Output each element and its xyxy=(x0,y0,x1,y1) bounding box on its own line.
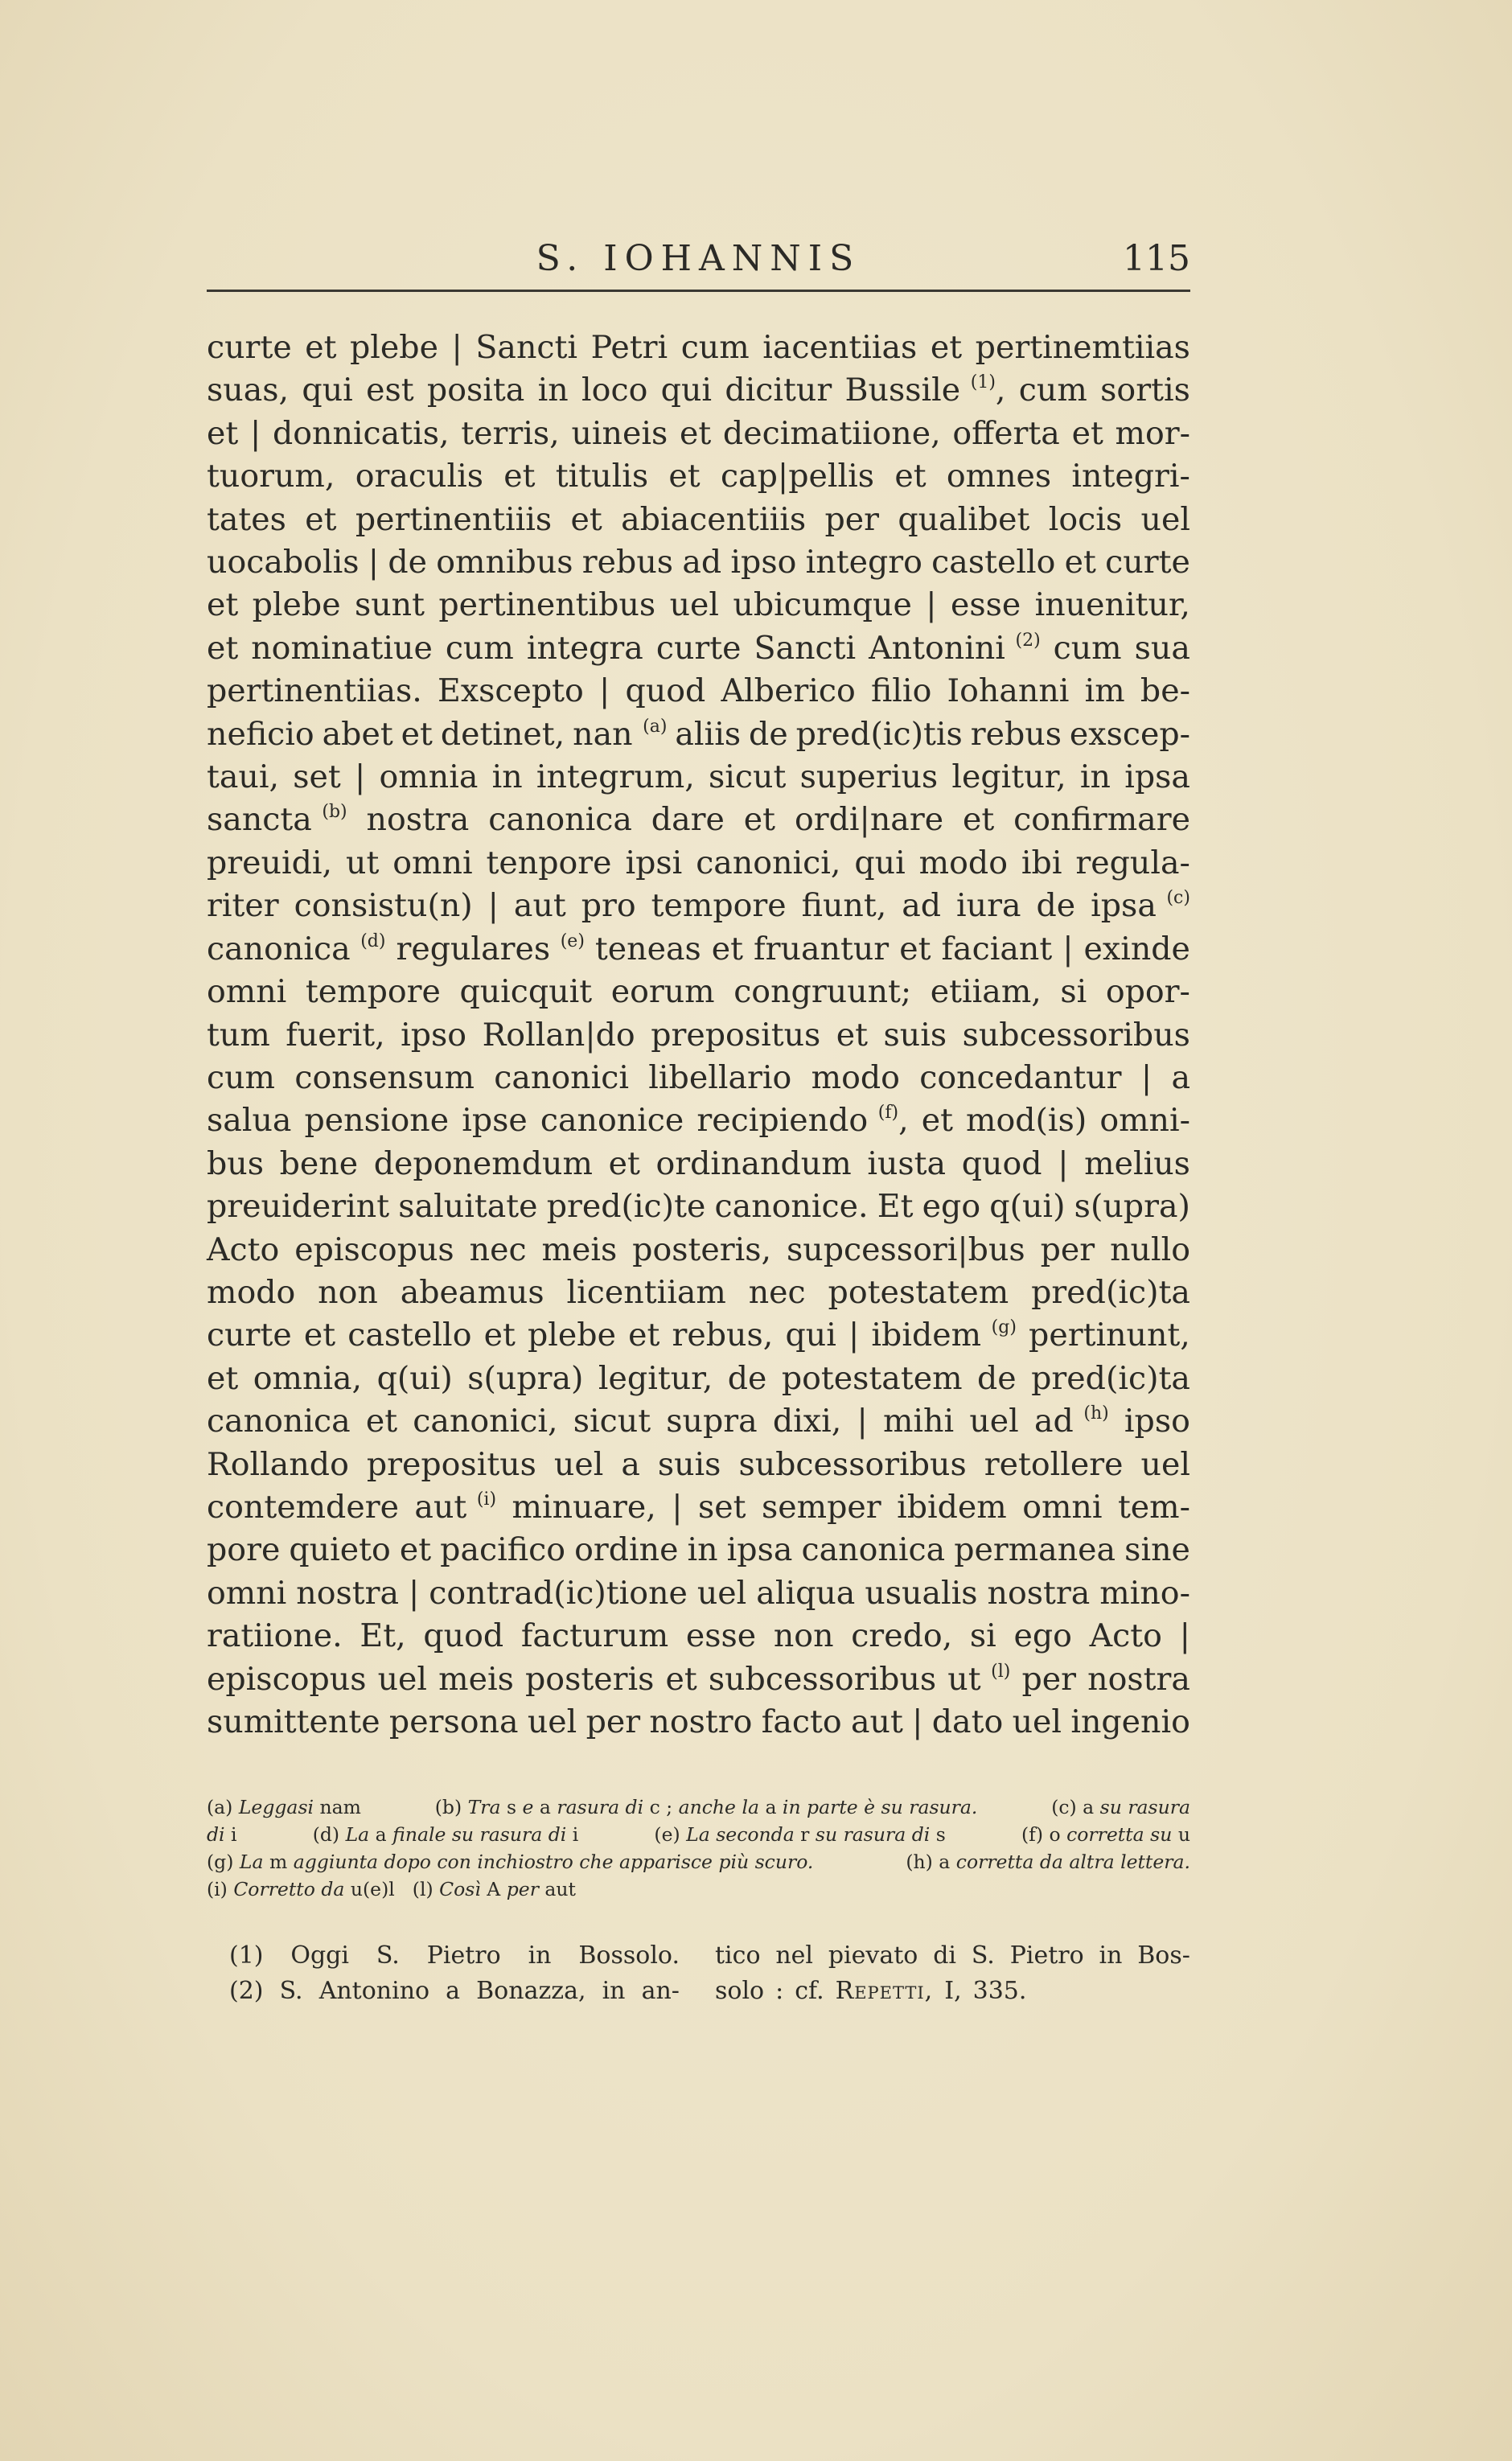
footnotes-left-column xyxy=(229,1938,680,2009)
text-line: omni nostra | contrad(ic)tione uel aliqua usualis nostra mino- xyxy=(207,1574,1190,1612)
text-line: tum fuerit, ipso Rollan|do prepositus et suis subcessoribus xyxy=(207,1016,1190,1054)
text-line: et nominatiue cum integra curte Sancti Antonini $^{(2)}$ cum sua xyxy=(207,629,1190,667)
running-title: S. IOHANNIS xyxy=(536,238,861,279)
text-line: uocabolis | de omnibus rebus ad ipso integro castello et curte xyxy=(207,544,1190,581)
footnote-line: (2) S. Antonino a Bonazza, in an- xyxy=(229,1977,680,2005)
header-rule xyxy=(207,290,1190,292)
text-line: ratiione. Et, quod facturum esse non credo, si ego Acto | xyxy=(207,1617,1190,1655)
apparatus-entry: (e) La seconda r su rasura di s xyxy=(654,1823,946,1846)
text-line: et plebe sunt pertinentibus uel ubicumque | esse inuenitur, xyxy=(207,586,1190,624)
text-line: riter consistu(n) | aut pro tempore fiunt, ad iura de ipsa $^{(c)}$ xyxy=(207,887,1190,925)
apparatus-entry: (d) La a finale su rasura di i xyxy=(312,1823,579,1846)
apparatus-entry: (a) Leggasi nam xyxy=(207,1796,361,1818)
text-line: contemdere aut $^{(i)}$ minuare, | set semper ibidem omni tem- xyxy=(207,1488,1190,1526)
apparatus-entry: (h) a corretta da altra lettera. xyxy=(906,1851,1190,1873)
footnote-line: (1) Oggi S. Pietro in Bossolo. xyxy=(229,1941,680,1970)
text-line: Acto episcopus nec meis posteris, supcessori|bus per nullo xyxy=(207,1230,1190,1268)
text-line: neficio abet et detinet, nan $^{(a)}$ aliis de pred(ic)tis rebus exscep- xyxy=(207,715,1190,753)
text-line: taui, set | omnia in integrum, sicut superius legitur, in ipsa xyxy=(207,758,1190,796)
apparatus-line xyxy=(207,1876,1190,1903)
text-line: sumittente persona uel per nostro facto aut | dato uel ingenio xyxy=(207,1703,1190,1740)
footnote-line: solo : cf. Repetti, I, 335. xyxy=(715,1977,1027,2005)
text-line: bus bene deponemdum et ordinandum iusta quod | melius xyxy=(207,1144,1190,1182)
apparatus-line xyxy=(207,1821,1190,1848)
critical-apparatus xyxy=(207,1793,1190,1903)
apparatus-entry: di i xyxy=(207,1823,237,1846)
page-number: 115 xyxy=(1123,238,1190,279)
text-line: sancta $^{(b)}$ nostra canonica dare et ordi|nare et confirmare xyxy=(207,801,1190,839)
page-header xyxy=(207,238,1190,285)
apparatus-entry: (f) o corretta su u xyxy=(1021,1823,1190,1846)
footnotes-right-column xyxy=(715,1938,1190,2009)
text-line: curte et plebe | Sancti Petri cum iacentiias et pertinemtiias xyxy=(207,329,1190,366)
text-line: preuidi, ut omni tenpore ipsi canonici, qui modo ibi regula- xyxy=(207,844,1190,881)
text-line: tates et pertinentiiis et abiacentiiis per qualibet locis uel xyxy=(207,500,1190,538)
text-line: omni tempore quicquit eorum congruunt; etiiam, si opor- xyxy=(207,973,1190,1011)
footnote-line: tico nel pievato di S. Pietro in Bos- xyxy=(715,1941,1190,1970)
text-line: et | donnicatis, terris, uineis et decimatiione, offerta et mor- xyxy=(207,414,1190,452)
text-line: pore quieto et pacifico ordine in ipsa canonica permanea sine xyxy=(207,1531,1190,1569)
apparatus-entry: (i) Corretto da u(e)l xyxy=(207,1878,395,1900)
text-line: modo non abeamus licentiiam nec potestatem pred(ic)ta xyxy=(207,1273,1190,1311)
apparatus-entry: (b) Tra s e a rasura di c ; anche la a in parte è su rasura. xyxy=(434,1796,978,1818)
apparatus-entry: (l) Così A per aut xyxy=(412,1878,576,1900)
text-line: et omnia, q(ui) s(upra) legitur, de potestatem de pred(ic)ta xyxy=(207,1359,1190,1397)
apparatus-entry: (g) La m aggiunta dopo con inchiostro che apparisce più scuro. xyxy=(207,1851,814,1873)
text-line: canonica $^{(d)}$ regulares $^{(e)}$ teneas et fruantur et faciant | exinde xyxy=(207,930,1190,968)
text-line: Rollando prepositus uel a suis subcessoribus retollere uel xyxy=(207,1445,1190,1483)
text-line: tuorum, oraculis et titulis et cap|pellis et omnes integri- xyxy=(207,458,1190,495)
apparatus-line xyxy=(207,1848,1190,1876)
text-line: episcopus uel meis posteris et subcessoribus ut $^{(l)}$ per nostra xyxy=(207,1660,1190,1698)
text-line: cum consensum canonici libellario modo concedantur | a xyxy=(207,1058,1190,1096)
text-line: curte et castello et plebe et rebus, qui | ibidem $^{(g)}$ pertinunt, xyxy=(207,1317,1190,1354)
text-line: canonica et canonici, sicut supra dixi, | mihi uel ad $^{(h)}$ ipso xyxy=(207,1403,1190,1440)
text-line: preuiderint saluitate pred(ic)te canonice. Et ego q(ui) s(upra) xyxy=(207,1188,1190,1226)
apparatus-entry: (c) a su rasura xyxy=(1051,1796,1190,1818)
text-line: pertinentiias. Exscepto | quod Alberico filio Iohanni im be- xyxy=(207,672,1190,710)
text-line: suas, qui est posita in loco qui dicitur Bussile $^{(1)}$, cum sortis xyxy=(207,372,1190,409)
apparatus-line xyxy=(207,1793,1190,1821)
body-text xyxy=(207,327,1190,1744)
text-line: salua pensione ipse canonice recipiendo $^{(f)}$, et mod(is) omni- xyxy=(207,1102,1190,1140)
